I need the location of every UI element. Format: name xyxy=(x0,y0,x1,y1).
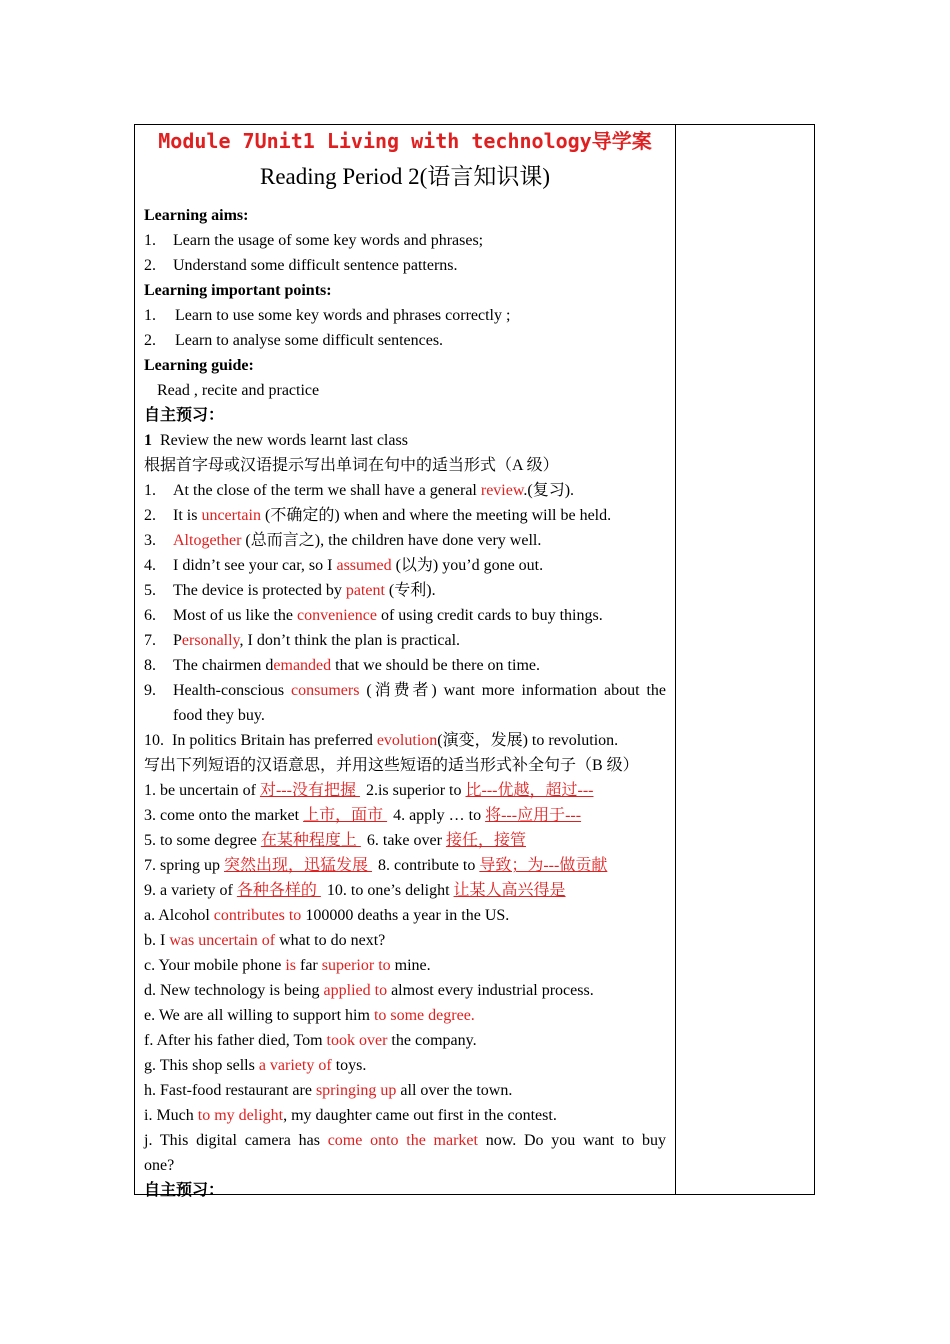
main-cell xyxy=(144,125,666,1203)
word-item xyxy=(144,603,666,628)
sentence-text: i. Much xyxy=(144,1107,198,1124)
points-item: 1. Learn to use some key words and phrases correctly ; xyxy=(144,307,511,324)
phrase-answer: 在某种程度上 xyxy=(260,832,361,849)
item-text: I didn’t see your car, so I xyxy=(173,557,337,574)
phrase-answer: 各种各样的 xyxy=(236,882,321,899)
answer-text: applied to xyxy=(323,982,388,999)
guide-text: Read , recite and practice xyxy=(157,382,320,399)
answer-text: was uncertain of xyxy=(169,932,276,949)
phrase-text: 3. come onto the market xyxy=(144,807,304,824)
phrase-row xyxy=(144,803,666,828)
footer-heading: 自主预习： xyxy=(144,1182,225,1199)
item-text: P xyxy=(173,632,182,649)
word-item: 10. In politics Britain has preferred evolution(演变，发展) to revolution. xyxy=(144,732,619,749)
word-item xyxy=(144,478,666,503)
column-divider xyxy=(675,125,676,1194)
sentence-text: g. This shop sells xyxy=(144,1057,259,1074)
title-english: Module 7Unit1 Living with technology xyxy=(158,129,592,153)
phrase-text: 8. contribute to xyxy=(378,857,480,874)
worksheet-table xyxy=(134,124,815,1199)
item-text: (以为) you’d gone out. xyxy=(391,557,544,574)
item-number: 1. xyxy=(144,482,156,499)
task1-line: 1 Review the new words learnt last class xyxy=(144,432,408,449)
phrase-text: 10. to one’s delight xyxy=(326,882,454,899)
sentence-item xyxy=(144,978,666,1003)
word-item xyxy=(144,503,666,528)
item-number: 8. xyxy=(144,657,156,674)
answer-text: to my delight xyxy=(197,1107,284,1124)
answer-text: Altogether xyxy=(173,532,242,549)
phrase-answer: 比---优越，超过--- xyxy=(465,782,594,799)
answer-text: patent xyxy=(345,582,385,599)
item-text: (不确定的) when and where the meeting will be held. xyxy=(260,507,612,524)
sentence-text: the company. xyxy=(387,1032,477,1049)
phrase-text: 6. take over xyxy=(366,832,446,849)
phrase-answer: 接任，接管 xyxy=(445,832,526,849)
page-title xyxy=(144,127,666,157)
sentence-text: , my daughter came out first in the contest. xyxy=(283,1107,557,1124)
sentence-text: all over the town. xyxy=(396,1082,513,1099)
item-text: (专利). xyxy=(384,582,436,599)
word-item xyxy=(144,628,666,653)
points-heading: Learning important points: xyxy=(144,282,332,299)
phrase-text: 7. spring up xyxy=(144,857,224,874)
sentence-text: h. Fast-food restaurant are xyxy=(144,1082,316,1099)
item-text: At the close of the term we shall have a general xyxy=(173,482,481,499)
item-text: The chairmen d xyxy=(173,657,274,674)
word-item: 9. Health-conscious consumers (消费者) want more information about the xyxy=(144,682,666,699)
sentence-exercise-list xyxy=(144,903,666,1128)
item-text: It is xyxy=(173,507,202,524)
sentence-text: f. After his father died, Tom xyxy=(144,1032,327,1049)
item-text: of using credit cards to buy things. xyxy=(376,607,603,624)
phrase-row xyxy=(144,853,666,878)
sentence-item xyxy=(144,953,666,978)
answer-text: to some degree. xyxy=(373,1007,475,1024)
aims-item: 2. Understand some difficult sentence patterns. xyxy=(144,257,458,274)
phrase-answer: 上市，面市 xyxy=(303,807,388,824)
sentence-text: c. Your mobile phone xyxy=(144,957,286,974)
sentence-item xyxy=(144,928,666,953)
phrase-text: 1. be uncertain of xyxy=(144,782,260,799)
sentence-item xyxy=(144,903,666,928)
answer-text: assumed xyxy=(336,557,392,574)
phrase-answer: 突然出现，迅猛发展 xyxy=(224,857,373,874)
phrase-text: 2.is superior to xyxy=(365,782,466,799)
phrase-text: 5. to some degree xyxy=(144,832,261,849)
item-number: 5. xyxy=(144,582,156,599)
answer-text: springing up xyxy=(315,1082,397,1099)
sentence-text: d. New technology is being xyxy=(144,982,324,999)
task1-instruction: 根据首字母或汉语提示写出单词在句中的适当形式（A 级） xyxy=(144,457,559,474)
phrase-row xyxy=(144,878,666,903)
item-number: 2. xyxy=(144,507,156,524)
page-subtitle: Reading Period 2(语言知识课) xyxy=(259,164,550,189)
phrase-text: 4. apply … to xyxy=(393,807,486,824)
sentence-text: mine. xyxy=(390,957,431,974)
sentence-text: 100000 deaths a year in the US. xyxy=(301,907,510,924)
word-item-continued: food they buy. xyxy=(173,707,265,724)
sentence-item xyxy=(144,1103,666,1128)
item-text: , I don’t think the plan is practical. xyxy=(239,632,461,649)
sentence-item xyxy=(144,1053,666,1078)
answer-text: is xyxy=(285,957,296,974)
item-text: that we should be there on time. xyxy=(331,657,540,674)
item-number: 7. xyxy=(144,632,156,649)
item-number: 6. xyxy=(144,607,156,624)
sentence-item xyxy=(144,1078,666,1103)
answer-text: superior to xyxy=(321,957,391,974)
phrase-text: 9. a variety of xyxy=(144,882,237,899)
sentence-text: what to do next? xyxy=(275,932,386,949)
item-number: 3. xyxy=(144,532,156,549)
preview-heading: 自主预习： xyxy=(144,407,225,424)
word-item xyxy=(144,553,666,578)
sentence-item: j. This digital camera has come onto the market now. Do you want to buy xyxy=(144,1132,667,1149)
item-text: The device is protected by xyxy=(173,582,346,599)
guide-heading: Learning guide: xyxy=(144,357,254,374)
phrase-row xyxy=(144,778,666,803)
phrases-instruction: 写出下列短语的汉语意思，并用这些短语的适当形式补全句子（B 级） xyxy=(144,757,639,774)
phrase-answer: 将---应用于--- xyxy=(485,807,582,824)
phrase-answer: 导致；为---做贡献 xyxy=(479,857,608,874)
answer-text: took over xyxy=(326,1032,388,1049)
points-item: 2. Learn to analyse some difficult sentences. xyxy=(144,332,444,349)
title-chinese: 导学案 xyxy=(591,129,652,153)
sentence-text: a. Alcohol xyxy=(144,907,214,924)
sentence-text: almost every industrial process. xyxy=(387,982,594,999)
aims-item: 1. Learn the usage of some key words and phrases; xyxy=(144,232,484,249)
word-item xyxy=(144,653,666,678)
answer-text: contributes to xyxy=(213,907,302,924)
phrase-answer: 让某人高兴得是 xyxy=(453,882,566,899)
answer-text: emanded xyxy=(273,657,332,674)
phrase-exercise-list xyxy=(144,778,666,903)
phrase-row xyxy=(144,828,666,853)
answer-text: a variety of xyxy=(258,1057,332,1074)
sentence-text: far xyxy=(296,957,322,974)
sentence-text: b. I xyxy=(144,932,170,949)
sentence-text: e. We are all willing to support him xyxy=(144,1007,374,1024)
item-number: 4. xyxy=(144,557,156,574)
word-item xyxy=(144,528,666,553)
item-text: .(复习). xyxy=(523,482,575,499)
item-text: Most of us like the xyxy=(173,607,297,624)
answer-text: ersonally xyxy=(181,632,240,649)
phrase-answer: 对---没有把握 xyxy=(259,782,360,799)
answer-text: uncertain xyxy=(201,507,261,524)
answer-text: convenience xyxy=(297,607,377,624)
sentence-item xyxy=(144,1028,666,1053)
sentence-item xyxy=(144,1003,666,1028)
word-item xyxy=(144,578,666,603)
sentence-text: toys. xyxy=(331,1057,367,1074)
item-text: (总而言之), the children have done very well. xyxy=(241,532,542,549)
word-exercise-list xyxy=(144,478,666,678)
sentence-item-continued: one? xyxy=(144,1157,175,1174)
aims-heading: Learning aims: xyxy=(144,207,249,224)
answer-text: review xyxy=(480,482,524,499)
